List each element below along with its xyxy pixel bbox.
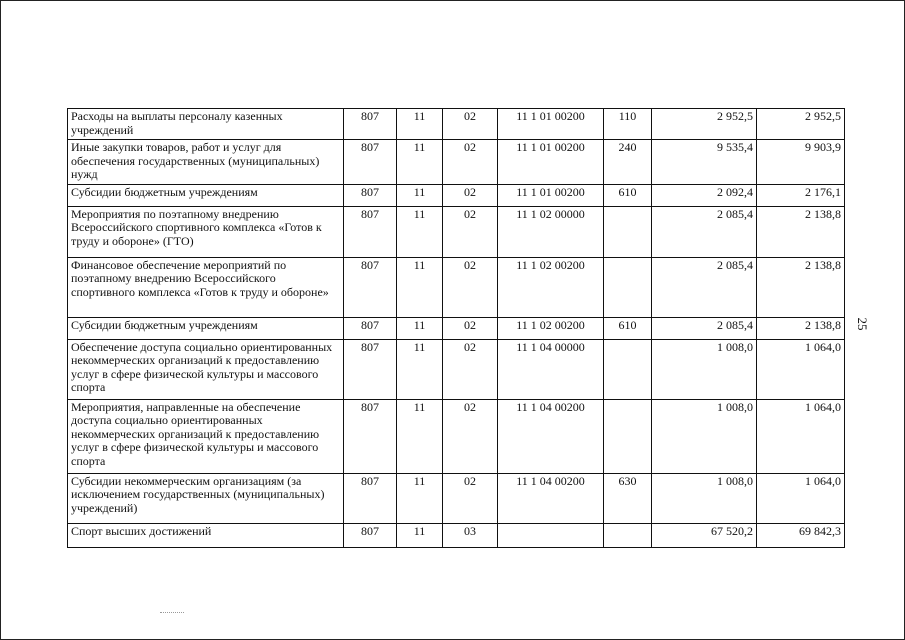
row-sum1: 1 008,0: [652, 399, 757, 473]
row-pr: 02: [443, 206, 498, 257]
row-sum2: 1 064,0: [757, 339, 845, 399]
row-vr: 630: [604, 473, 652, 523]
row-csr: 11 1 04 00200: [498, 399, 604, 473]
row-rz: 11: [397, 473, 443, 523]
row-grbs: 807: [344, 523, 397, 547]
row-csr: [498, 523, 604, 547]
row-pr: 02: [443, 184, 498, 206]
row-sum1: 2 092,4: [652, 184, 757, 206]
row-name: Финансовое обеспечение мероприятий по поэтапному внедрению Всероссийского спортивного комплекса «Готов к труду и обороне»: [68, 257, 344, 317]
row-name: Субсидии бюджетным учреждениям: [68, 317, 344, 339]
row-name: Мероприятия, направленные на обеспечение доступа социально ориентированных некоммерческих организаций к предоставлению услуг в сфере физической культуры и массового спорта: [68, 399, 344, 473]
row-rz: 11: [397, 140, 443, 185]
row-pr: 02: [443, 140, 498, 185]
row-rz: 11: [397, 399, 443, 473]
row-csr: 11 1 01 00200: [498, 184, 604, 206]
row-pr: 02: [443, 473, 498, 523]
row-sum1: 1 008,0: [652, 339, 757, 399]
row-vr: 610: [604, 317, 652, 339]
row-csr: 11 1 02 00000: [498, 206, 604, 257]
row-csr: 11 1 04 00200: [498, 473, 604, 523]
row-sum1: 2 085,4: [652, 257, 757, 317]
row-grbs: 807: [344, 399, 397, 473]
row-sum1: 1 008,0: [652, 473, 757, 523]
table-row: [68, 339, 845, 399]
row-rz: 11: [397, 109, 443, 140]
row-sum2: 2 176,1: [757, 184, 845, 206]
row-name: Субсидии бюджетным учреждениям: [68, 184, 344, 206]
row-name: Субсидии некоммерческим организациям (за исключением государственных (муниципальных) учреждений): [68, 473, 344, 523]
scan-artifact: [160, 612, 184, 614]
row-vr: [604, 339, 652, 399]
page-number: 25: [855, 317, 870, 331]
table-row: [68, 523, 845, 547]
row-grbs: 807: [344, 257, 397, 317]
row-name: Мероприятия по поэтапному внедрению Всероссийского спортивного комплекса «Готов к труду и обороне» (ГТО): [68, 206, 344, 257]
row-rz: 11: [397, 317, 443, 339]
row-sum2: 1 064,0: [757, 399, 845, 473]
row-sum1: 2 085,4: [652, 317, 757, 339]
row-pr: 02: [443, 399, 498, 473]
table-row: [68, 399, 845, 473]
row-rz: 11: [397, 184, 443, 206]
row-vr: [604, 257, 652, 317]
row-csr: 11 1 04 00000: [498, 339, 604, 399]
row-sum1: 2 085,4: [652, 206, 757, 257]
row-vr: [604, 399, 652, 473]
table-row: [68, 257, 845, 317]
row-vr: 240: [604, 140, 652, 185]
row-pr: 02: [443, 109, 498, 140]
row-rz: 11: [397, 206, 443, 257]
row-vr: [604, 206, 652, 257]
table-row: [68, 184, 845, 206]
row-rz: 11: [397, 257, 443, 317]
row-sum2: 69 842,3: [757, 523, 845, 547]
row-csr: 11 1 02 00200: [498, 257, 604, 317]
row-rz: 11: [397, 523, 443, 547]
row-grbs: 807: [344, 339, 397, 399]
row-pr: 02: [443, 339, 498, 399]
row-pr: 03: [443, 523, 498, 547]
row-sum2: 9 903,9: [757, 140, 845, 185]
row-sum2: 2 138,8: [757, 257, 845, 317]
row-vr: 610: [604, 184, 652, 206]
row-name: Спорт высших достижений: [68, 523, 344, 547]
row-csr: 11 1 02 00200: [498, 317, 604, 339]
row-sum2: 2 952,5: [757, 109, 845, 140]
row-pr: 02: [443, 317, 498, 339]
row-grbs: 807: [344, 473, 397, 523]
table-row: [68, 317, 845, 339]
table-row: [68, 140, 845, 185]
row-pr: 02: [443, 257, 498, 317]
row-grbs: 807: [344, 109, 397, 140]
row-csr: 11 1 01 00200: [498, 140, 604, 185]
table-body: [68, 109, 845, 548]
row-sum1: 9 535,4: [652, 140, 757, 185]
table-row: [68, 109, 845, 140]
row-vr: 110: [604, 109, 652, 140]
row-vr: [604, 523, 652, 547]
row-csr: 11 1 01 00200: [498, 109, 604, 140]
row-sum1: 67 520,2: [652, 523, 757, 547]
budget-table: [67, 108, 845, 548]
row-rz: 11: [397, 339, 443, 399]
row-name: Расходы на выплаты персоналу казенных учреждений: [68, 109, 344, 140]
row-grbs: 807: [344, 140, 397, 185]
row-grbs: 807: [344, 317, 397, 339]
row-sum1: 2 952,5: [652, 109, 757, 140]
row-grbs: 807: [344, 184, 397, 206]
table-row: [68, 206, 845, 257]
row-sum2: 1 064,0: [757, 473, 845, 523]
row-grbs: 807: [344, 206, 397, 257]
row-name: Обеспечение доступа социально ориентированных некоммерческих организаций к предоставлению услуг в сфере физической культуры и массового спорта: [68, 339, 344, 399]
table-row: [68, 473, 845, 523]
row-sum2: 2 138,8: [757, 206, 845, 257]
row-name: Иные закупки товаров, работ и услуг для обеспечения государственных (муниципальных) нужд: [68, 140, 344, 185]
row-sum2: 2 138,8: [757, 317, 845, 339]
